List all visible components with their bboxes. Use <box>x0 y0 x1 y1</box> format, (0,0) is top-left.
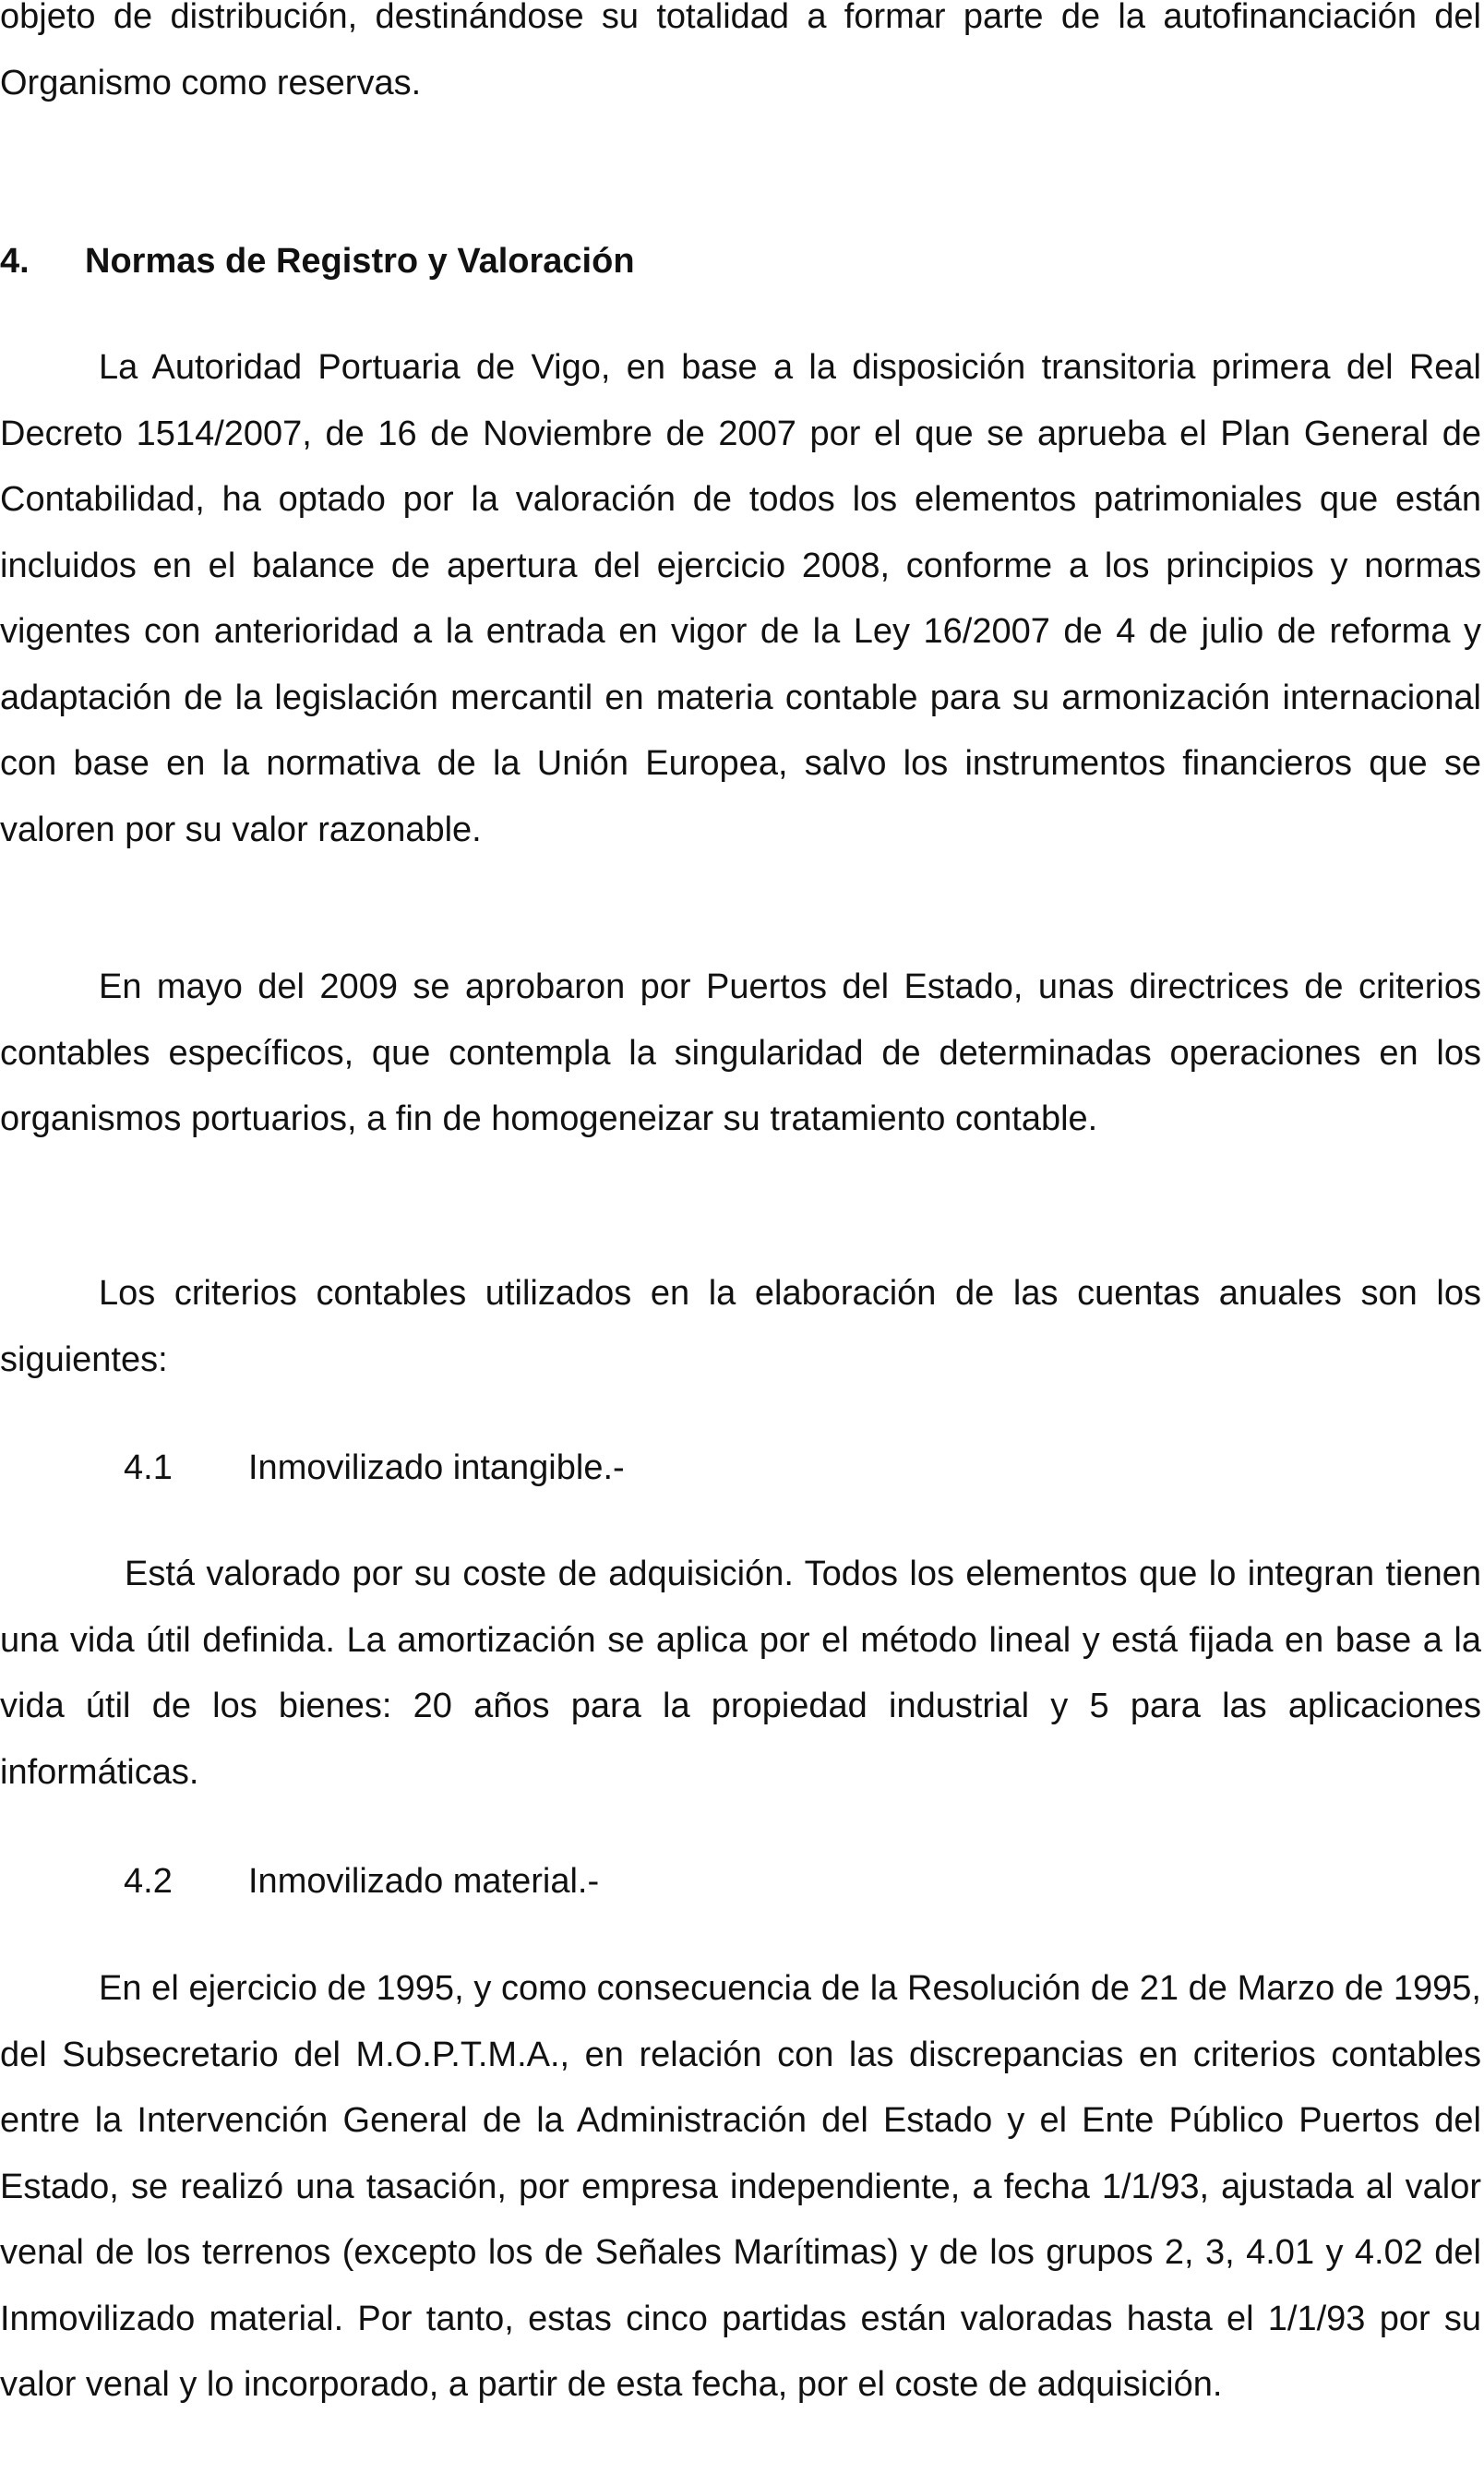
subsection-title: Inmovilizado intangible.- <box>248 1448 625 1487</box>
subsection-number: 4.2 <box>124 1862 173 1901</box>
section-number: 4. <box>0 242 30 281</box>
subsection-heading-4-2 <box>124 1849 599 1916</box>
intro-paragraph: objeto de distribución, destinándose su totalidad a formar parte de la autofinanciación del Organismo como reservas. <box>0 0 1481 102</box>
paragraph-material: En el ejercicio de 1995, y como consecuencia de la Resolución de 21 de Marzo de 1995, del Subsecretario del M.O.P.T.M.A., en relación con las discrepancias en criterios contables entre la Intervención General de la Administración del Estado y el Ente Público Puertos del Estado, se realizó una tasación, por empresa independiente, a fecha 1/1/93, ajustada al valor venal de los terrenos (excepto los de Señales Marítimas) y de los grupos 2, 3, 4.01 y 4.02 del Inmovilizado material. Por tanto, estas cinco partidas están valoradas hasta el 1/1/93 por su valor venal y lo incorporado, a partir de esta fecha, por el coste de adquisición. <box>0 1969 1481 2404</box>
paragraph-criteria-intro: Los criterios contables utilizados en la elaboración de las cuentas anuales son los siguientes: <box>0 1274 1481 1379</box>
paragraph-transition-rule: La Autoridad Portuaria de Vigo, en base a la disposición transitoria primera del Real Decreto 1514/2007, de 16 de Noviembre de 2007 por el que se aprueba el Plan General de Contabilidad, ha optado por la valoración de todos los elementos patrimoniales que están incluidos en el balance de apertura del ejercicio 2008, conforme a los principios y normas vigentes con anterioridad a la entrada en vigor de la Ley 16/2007 de 4 de julio de reforma y adaptación de la legislación mercantil en materia contable para su armonización internacional con base en la normativa de la Unión Europea, salvo los instrumentos financieros que se valoren por su valor razonable. <box>0 348 1481 849</box>
section-heading <box>0 229 635 295</box>
paragraph-intangible: Está valorado por su coste de adquisición. Todos los elementos que lo integran tienen una vida útil definida. La amortización se aplica por el método lineal y está fijada en base a la vida útil de los bienes: 20 años para la propiedad industrial y 5 para las aplicaciones informáticas. <box>0 1555 1481 1792</box>
subsection-heading-4-1 <box>124 1435 625 1502</box>
section-title: Normas de Registro y Valoración <box>85 242 635 281</box>
subsection-title: Inmovilizado material.- <box>248 1862 600 1901</box>
subsection-number: 4.1 <box>124 1448 173 1487</box>
paragraph-directives: En mayo del 2009 se aprobaron por Puertos del Estado, unas directrices de criterios contables específicos, que contempla la singularidad de determinadas operaciones en los organismos portuarios, a fin de homogeneizar su tratamiento contable. <box>0 967 1481 1138</box>
